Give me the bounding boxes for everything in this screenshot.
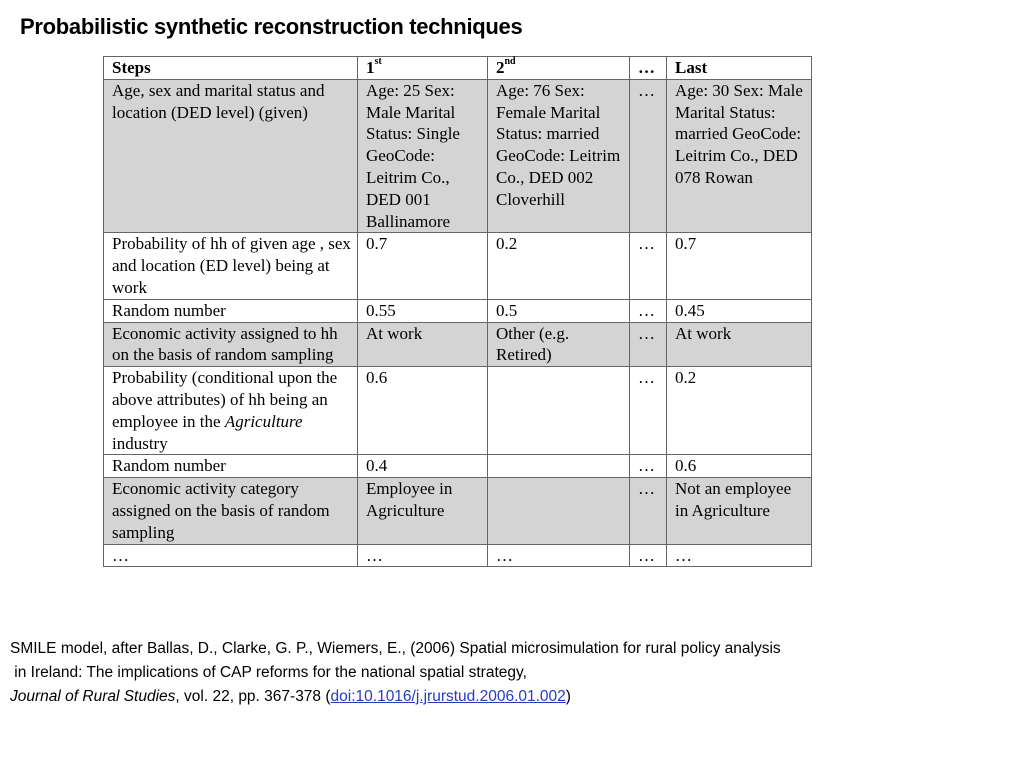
- second-cell: [488, 367, 630, 455]
- second-cell: 0.5: [488, 299, 630, 322]
- journal-name: Journal of Rural Studies: [10, 688, 176, 705]
- last-cell: 0.7: [667, 233, 812, 299]
- italic-term: Agriculture: [224, 411, 303, 431]
- step-cell: …: [104, 544, 358, 567]
- second-cell: [488, 478, 630, 544]
- last-cell: At work: [667, 322, 812, 367]
- table-header-row: [104, 57, 812, 80]
- first-cell: At work: [358, 322, 488, 367]
- citation-line-1: SMILE model, after Ballas, D., Clarke, G. P., Wiemers, E., (2006) Spatial microsimulation for rural policy analysis: [10, 640, 781, 657]
- last-cell: 0.45: [667, 299, 812, 322]
- step-cell: Economic activity assigned to hh on the basis of random sampling: [104, 322, 358, 367]
- header-first: 1st: [358, 57, 488, 80]
- header-second: 2nd: [488, 57, 630, 80]
- header-ellipsis: …: [630, 57, 667, 80]
- ellipsis-cell: …: [630, 79, 667, 233]
- header-last: Last: [667, 57, 812, 80]
- steps-table: [103, 56, 812, 567]
- ellipsis-cell: …: [630, 455, 667, 478]
- ellipsis-cell: …: [630, 478, 667, 544]
- step-cell: Probability of hh of given age , sex and location (ED level) being at work: [104, 233, 358, 299]
- table-row: [104, 233, 812, 299]
- doi-link[interactable]: doi:10.1016/j.jrurstud.2006.01.002: [330, 688, 566, 705]
- first-cell: 0.55: [358, 299, 488, 322]
- first-cell: …: [358, 544, 488, 567]
- first-cell: 0.7: [358, 233, 488, 299]
- table-row: [104, 322, 812, 367]
- step-cell: Random number: [104, 455, 358, 478]
- ellipsis-cell: …: [630, 544, 667, 567]
- last-cell: 0.6: [667, 455, 812, 478]
- ellipsis-cell: …: [630, 299, 667, 322]
- first-cell: 0.4: [358, 455, 488, 478]
- table-row: [104, 478, 812, 544]
- first-cell: Employee in Agriculture: [358, 478, 488, 544]
- table-row: [104, 299, 812, 322]
- step-cell: Economic activity category assigned on the basis of random sampling: [104, 478, 358, 544]
- slide-title: Probabilistic synthetic reconstruction techniques: [20, 14, 523, 39]
- step-cell: Random number: [104, 299, 358, 322]
- citation-line-3: Journal of Rural Studies, vol. 22, pp. 367-378 (doi:10.1016/j.jrurstud.2006.01.002): [10, 688, 571, 705]
- second-cell: …: [488, 544, 630, 567]
- step-cell: Probability (conditional upon the above attributes) of hh being an employee in the Agriculture industry: [104, 367, 358, 455]
- table-row: [104, 79, 812, 233]
- table-row: [104, 367, 812, 455]
- last-cell: Age: 30 Sex: Male Marital Status: married GeoCode: Leitrim Co., DED 078 Rowan: [667, 79, 812, 233]
- ellipsis-cell: …: [630, 367, 667, 455]
- last-cell: …: [667, 544, 812, 567]
- citation: [10, 637, 781, 709]
- second-cell: Other (e.g. Retired): [488, 322, 630, 367]
- second-cell: Age: 76 Sex: Female Marital Status: married GeoCode: Leitrim Co., DED 002 Cloverhill: [488, 79, 630, 233]
- first-cell: 0.6: [358, 367, 488, 455]
- second-cell: [488, 455, 630, 478]
- ellipsis-cell: …: [630, 233, 667, 299]
- first-cell: Age: 25 Sex: Male Marital Status: Single GeoCode: Leitrim Co., DED 001 Ballinamore: [358, 79, 488, 233]
- table-row: [104, 544, 812, 567]
- last-cell: Not an employee in Agriculture: [667, 478, 812, 544]
- table-row: [104, 455, 812, 478]
- header-steps: Steps: [104, 57, 358, 80]
- step-cell: Age, sex and marital status and location (DED level) (given): [104, 79, 358, 233]
- citation-line-2: in Ireland: The implications of CAP reforms for the national spatial strategy,: [10, 664, 527, 681]
- last-cell: 0.2: [667, 367, 812, 455]
- ellipsis-cell: …: [630, 322, 667, 367]
- second-cell: 0.2: [488, 233, 630, 299]
